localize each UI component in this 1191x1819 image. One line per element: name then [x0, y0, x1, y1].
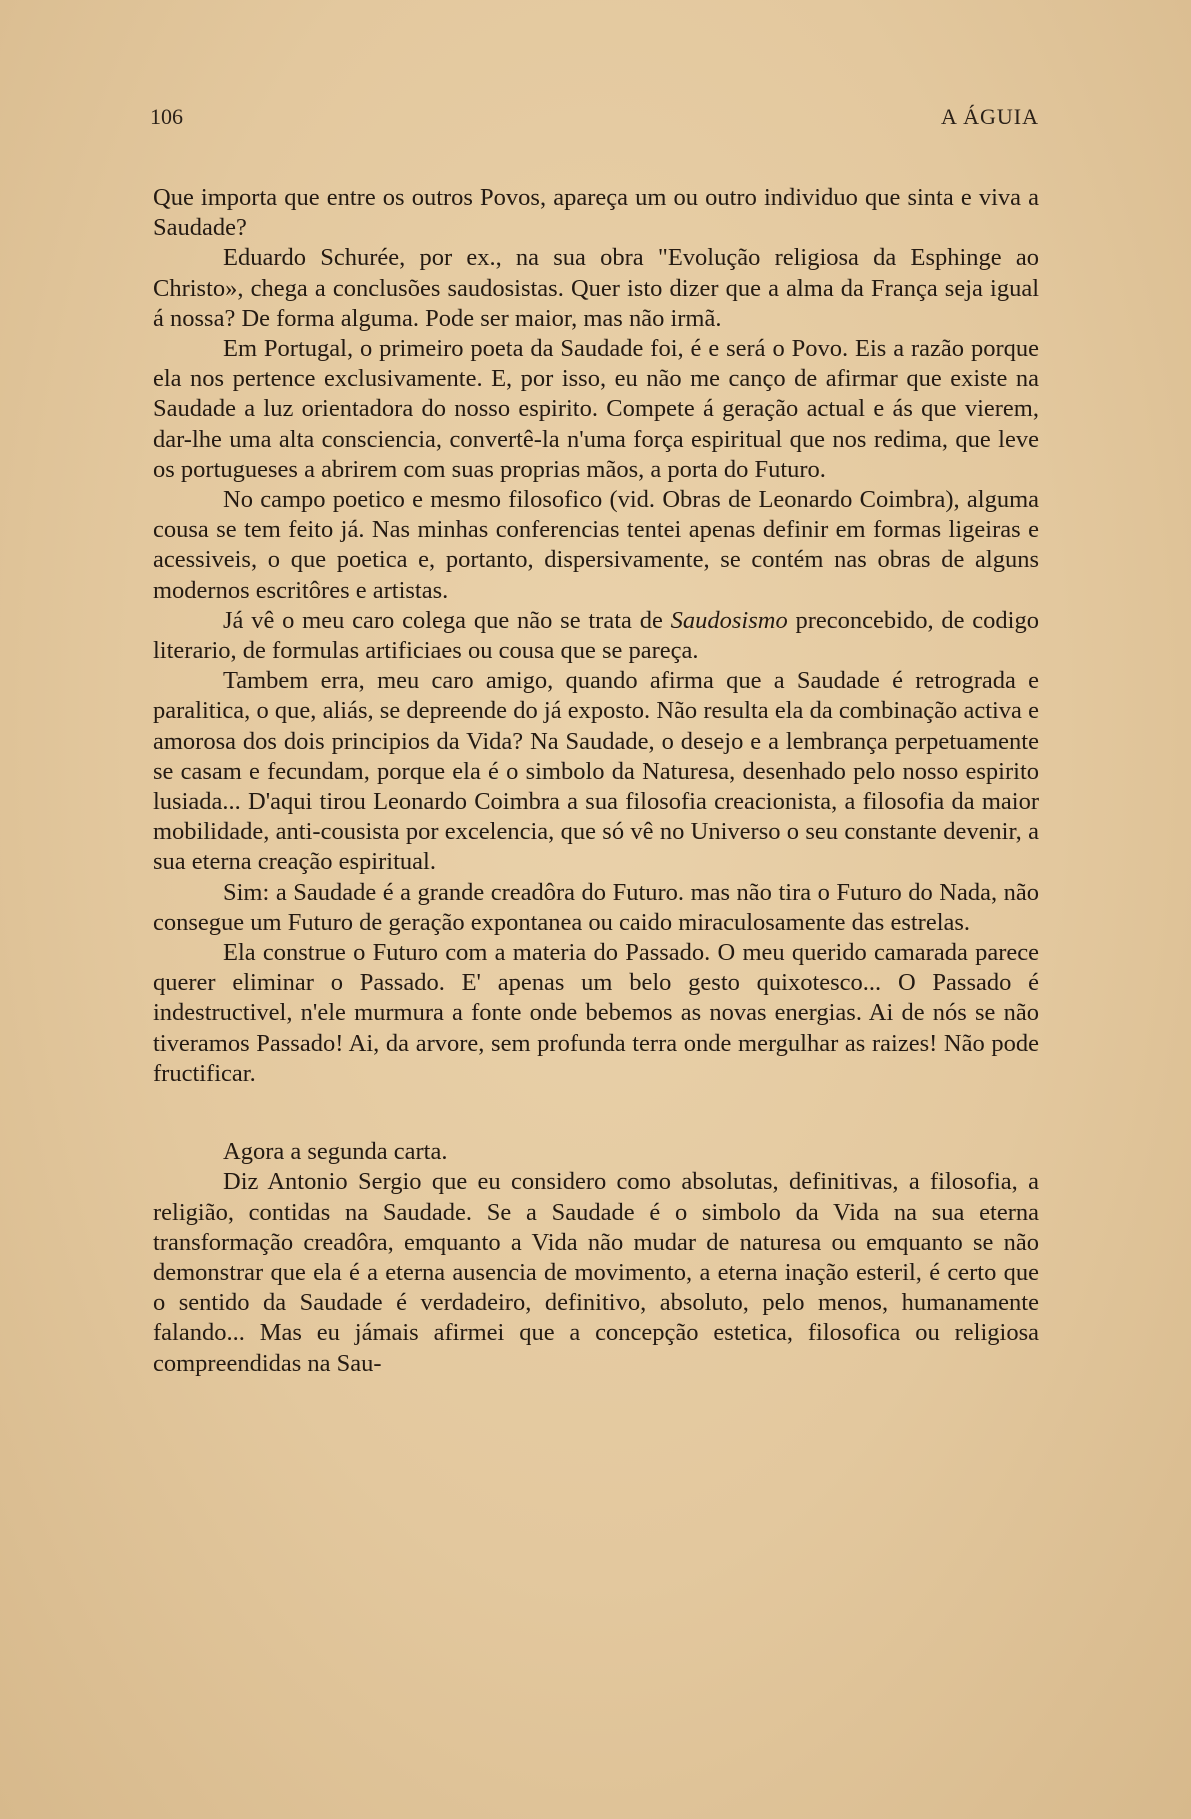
paragraph-9: Agora a segunda carta.	[223, 1138, 448, 1166]
paragraph-10: Diz Antonio Sergio que eu considero como absolutas, definitivas, a filosofia, a religião, contidas na Saudade. Se a Saudade é o simbolo da Vida na sua eterna transformação creadôra, emquanto a Vida não mudar de naturesa ou emquanto se não demonstrar que ela é a eterna ausencia de movimento, a eterna inação esteril, é certo que o sentido da Saudade é verdadeiro, definitivo, absoluto, pelo menos, humanamente falando... Mas eu jámais afirmei que a concepção estetica, filosofica ou religiosa compreendidas na Sau-	[153, 1168, 1039, 1377]
paragraph-5	[153, 606, 1039, 666]
running-title: A ÁGUIA	[940, 104, 1039, 129]
paragraph-6: Tambem erra, meu caro amigo, quando afirma que a Saudade é retrograda e paralitica, o que, aliás, se depreende do já exposto. Não resulta ela da combinação activa e amorosa dos dois principios da Vida? Na Saudade, o desejo e a lembrança perpetuamente se casam e fecundam, porque ela é o simbolo da Naturesa, desenhado pelo nosso espirito lusiada... D'aqui tirou Leonardo Coimbra a sua filosofia creacionista, a filosofia da maior mobilidade, anti-cousista por excelencia, que só vê no Universo o seu constante devenir, a sua eterna creação espiritual.	[153, 667, 1039, 876]
paragraph-3: Em Portugal, o primeiro poeta da Saudade foi, é e será o Povo. Eis a razão porque ela nos pertence exclusivamente. E, por isso, eu não me canço de afirmar que existe na Saudade a luz orientadora do nosso espirito. Compete á geração actual e ás que vierem, dar-lhe uma alta consciencia, convertê-la n'uma força espiritual que nos redima, que leve os portugueses a abrirem com suas proprias mãos, a porta do Futuro.	[153, 335, 1039, 483]
paragraph-2: Eduardo Schurée, por ex., na sua obra "Evolução religiosa da Esphinge ao Christo», chega a conclusões saudosistas. Quer isto dizer que a alma da França seja igual á nossa? De forma alguma. Pode ser maior, mas não irmã.	[153, 244, 1039, 332]
paragraph-5-italic: Saudosismo	[670, 606, 788, 634]
page-number: 106	[150, 104, 183, 129]
paragraph-1: Que importa que entre os outros Povos, apareça um ou outro individuo que sinta e viva a Saudade?	[153, 184, 1039, 242]
section-gap	[153, 1089, 1039, 1137]
page-header	[150, 104, 1039, 134]
paragraph-8: Ela construe o Futuro com a materia do Passado. O meu querido camarada parece querer eliminar o Passado. E' apenas um belo gesto quixotesco... O Passado é indestructivel, n'ele murmura a fonte onde bebemos as novas energias. Ai de nós se não tiveramos Passado! Ai, da arvore, sem profunda terra onde mergulhar as raizes! Não pode fructificar.	[153, 939, 1039, 1087]
paragraph-4: No campo poetico e mesmo filosofico (vid. Obras de Leonardo Coimbra), alguma cousa se tem feito já. Nas minhas conferencias tentei apenas definir em formas ligeiras e acessiveis, o que poetica e, portanto, dispersivamente, se contém nas obras de alguns modernos escritôres e artistas.	[153, 486, 1039, 604]
paragraph-5-before: Já vê o meu caro colega que não se trata de	[223, 606, 671, 634]
paragraph-7: Sim: a Saudade é a grande creadôra do Futuro. mas não tira o Futuro do Nada, não consegue um Futuro de geração expontanea ou caido miraculosamente das estrelas.	[153, 878, 1039, 936]
paragraph-5-after: preconcebido, de codigo literario, de formulas artificiaes ou cousa que se pareça.	[153, 606, 1039, 665]
body-text	[153, 183, 1039, 1379]
